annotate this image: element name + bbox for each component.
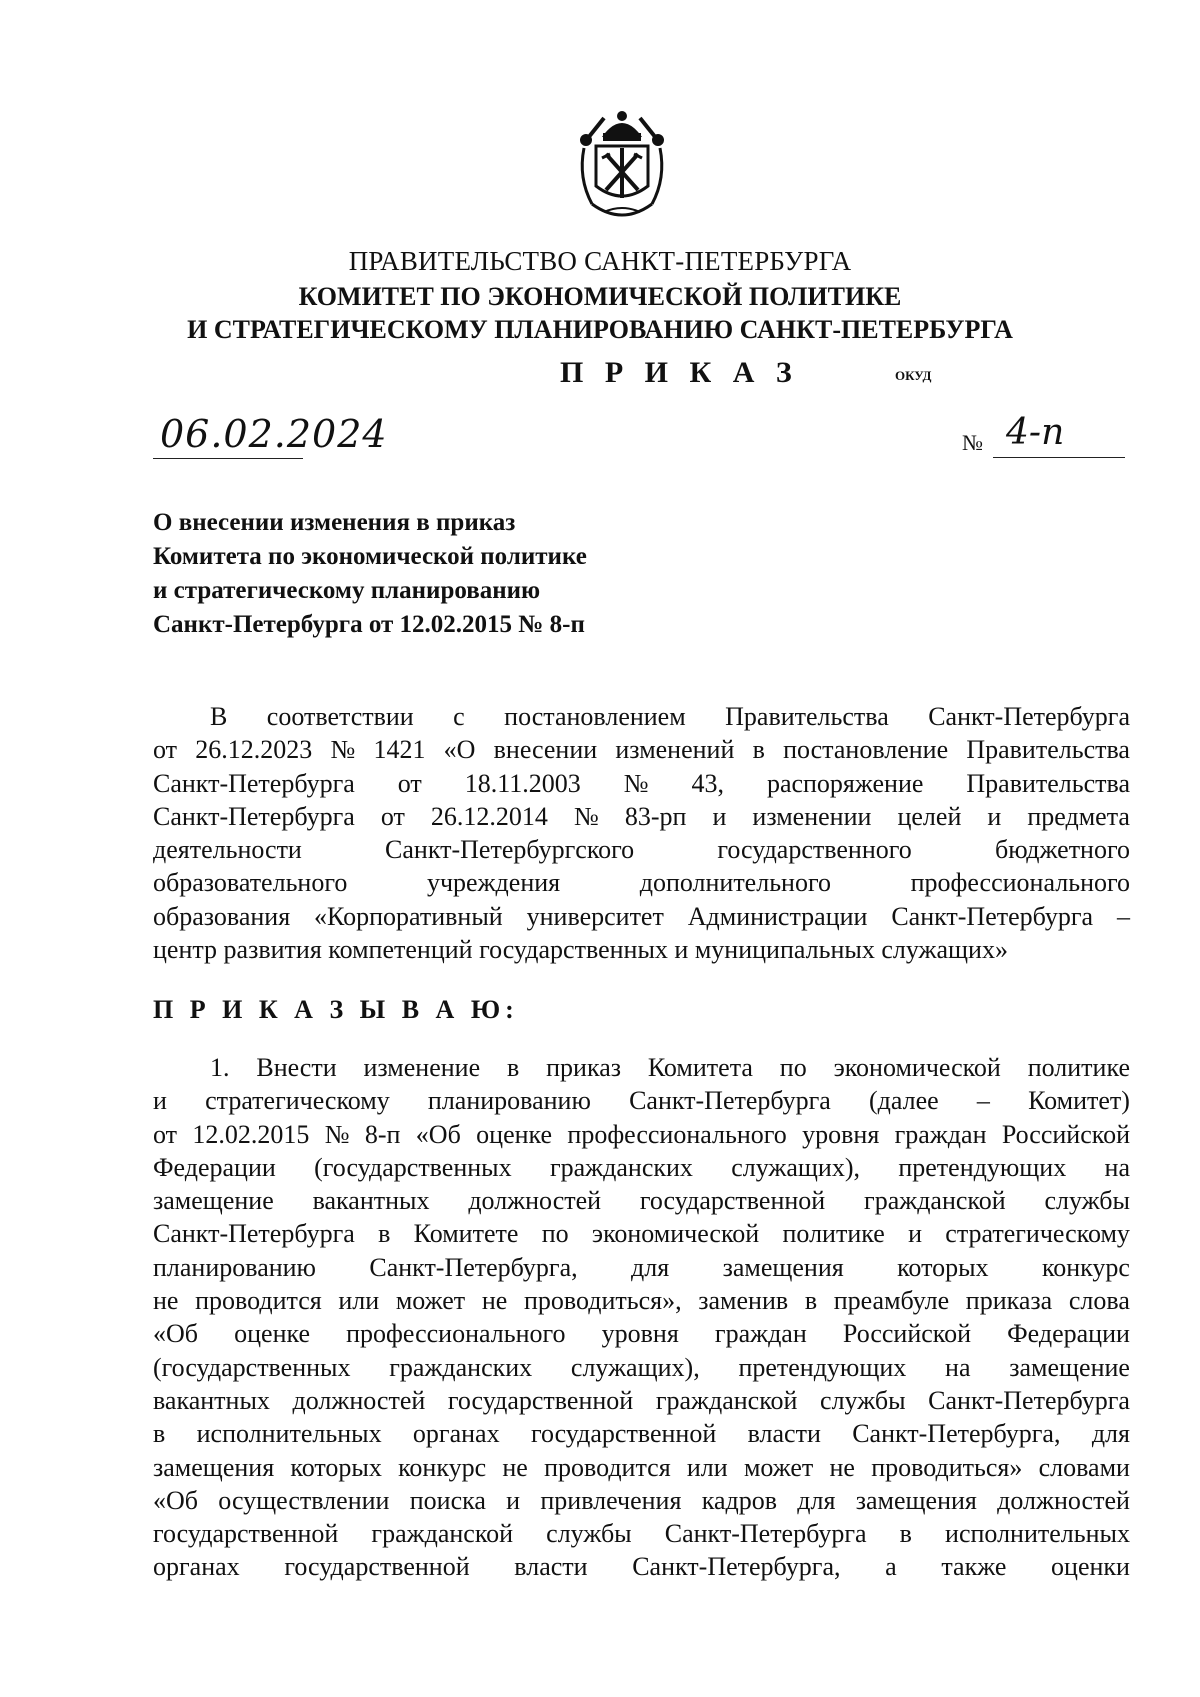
text-line [153,1451,1130,1484]
government-name: ПРАВИТЕЛЬСТВО САНКТ-ПЕТЕРБУРГА [348,246,852,276]
word: проводится [544,1452,671,1482]
word: «Об [153,1485,199,1515]
word: для [1091,1419,1130,1449]
subject-line: Санкт-Петербурга от 12.02.2015 № 8-п [153,611,585,638]
word: Санкт-Петербурга [891,901,1094,931]
word: или [338,1286,380,1316]
word: не [502,1452,528,1482]
word: (государственных [314,1152,512,1182]
text-line [153,1184,1130,1217]
word: конкурс [1041,1252,1130,1282]
text-line [153,1118,1130,1151]
word: а [885,1552,897,1582]
word: или [686,1452,728,1482]
word: от [397,768,422,798]
word: 1. [210,1053,230,1082]
word: граждан [894,1119,987,1149]
word: проводится [195,1286,322,1316]
number-label: № [962,430,983,455]
word: образования [153,901,291,931]
word: в [804,1286,818,1316]
word: 83-рп [624,801,687,831]
word: 26.12.2014 [430,801,548,831]
word: органах [412,1419,500,1449]
word: государственного [717,835,912,865]
word: В [210,702,228,731]
word: замещения [855,1485,977,1515]
word: соответствии [266,702,414,731]
word: и [506,1485,521,1515]
word: № [330,735,356,765]
word: оценке [234,1319,311,1349]
word: 8-п [364,1119,401,1149]
word: постановление [783,735,949,765]
word: проводиться» [871,1452,1023,1482]
item-1-paragraph [153,1051,1130,1584]
word: политике [782,1219,885,1249]
text-line [153,866,1130,899]
word: № [573,801,599,831]
word: на [945,1352,971,1382]
word: службы [1044,1186,1130,1216]
word: дополнительного [639,868,831,898]
word: которых [290,1452,382,1482]
word: и [908,1219,922,1249]
okud-label: ОКУД [895,368,932,383]
word: Федерации [153,1152,276,1182]
word: «О [443,735,476,765]
word: которых [897,1252,989,1282]
word: по [541,1219,569,1249]
word: экономической [833,1053,1001,1082]
word: образовательного [153,868,348,898]
word: стратегическому [945,1219,1130,1249]
word: «Об [415,1119,461,1149]
word: экономической [591,1219,760,1249]
word: Федерации [1007,1319,1130,1349]
text-line [153,800,1130,833]
text-line [153,1351,1130,1384]
word: в [752,735,765,765]
word: распоряжение [766,768,924,798]
word: граждан [714,1319,807,1349]
word: вакантных [312,1186,430,1216]
word: Санкт-Петербургского [385,835,635,865]
word: претендующих [738,1352,907,1382]
word: профессионального [346,1319,566,1349]
word: – [1117,901,1130,931]
word: конкурс [398,1452,487,1482]
word: изменении [752,801,872,831]
word: также [941,1552,1007,1582]
word: Правительства [966,768,1130,798]
word: претендующих [898,1152,1067,1182]
word: не [481,1286,508,1316]
word: оценки [1051,1552,1130,1582]
word: может [395,1286,466,1316]
word: Санкт-Петербурга, [632,1552,841,1582]
number-underline [993,457,1125,458]
word: Санкт-Петербурга, [369,1252,578,1282]
word: оценке [476,1119,553,1149]
word: Российской [1001,1119,1130,1149]
committee-name-line1: КОМИТЕТ ПО ЭКОНОМИЧЕСКОЙ ПОЛИТИКЕ [298,282,902,311]
word: для [631,1252,670,1282]
word: профессионального [910,868,1130,898]
word: Санкт-Петербурга [153,1219,355,1249]
word: должностей [997,1485,1130,1515]
word: служащих), [731,1152,861,1182]
word: профессионального [567,1119,787,1149]
date-underline [153,458,303,459]
word: гражданских [389,1352,533,1382]
word: постановлением [504,702,686,731]
text-line [153,900,1130,933]
preamble-paragraph [153,700,1130,966]
word: в [153,1419,166,1449]
word: осуществлении [218,1485,390,1515]
word: в [899,1519,912,1549]
text-line [153,1550,1130,1583]
word: 26.12.2023 [195,735,313,765]
word: приказ [546,1053,622,1082]
word: поиска [409,1485,486,1515]
word: приказа [965,1286,1053,1316]
word: изменение [363,1053,481,1082]
word: в [506,1053,520,1082]
word: власти [514,1552,588,1582]
word: Санкт-Петербурга [153,801,355,831]
word: Правительства [725,702,889,731]
word: Санкт-Петербурга [153,768,355,798]
word: замещения [153,1452,275,1482]
word: исполнительных [196,1419,382,1449]
text-line [153,1151,1130,1184]
word: замещения [722,1252,844,1282]
word: преамбуле [833,1286,950,1316]
text-line [153,767,1130,800]
word: «Корпоративный [314,901,503,931]
word: должностей [292,1385,426,1415]
word: государственной [284,1552,470,1582]
word: Правительства [966,735,1130,765]
word: кадров [701,1485,777,1515]
word: «Об [153,1319,199,1349]
word: уровня [601,1319,679,1349]
word: стратегическому [205,1086,390,1116]
word: и [153,1086,167,1116]
text-line: центр развития компетенций государственных и муниципальных служащих» [153,935,1008,965]
word: государственной [530,1419,717,1449]
word: Санкт-Петербурга, [852,1419,1061,1449]
text-line [153,1317,1130,1350]
word: проводиться», [523,1286,682,1316]
word: деятельности [153,835,302,865]
word: Российской [842,1319,972,1349]
word: от [153,1119,178,1149]
word: внесении [493,735,598,765]
word: (далее [869,1086,939,1116]
text-line [153,1284,1130,1317]
handwritten-date: 06.02.2024 [160,412,388,456]
orders-heading: П Р И К А З Ы В А Ю: [153,995,519,1024]
word: не [153,1286,179,1316]
word: от [380,801,405,831]
word: бюджетного [994,835,1130,865]
word: вакантных [153,1385,270,1415]
word: изменений [615,735,735,765]
word: (государственных [153,1352,351,1382]
word: по [779,1053,807,1082]
word: не [829,1452,855,1482]
text-line [153,1217,1130,1250]
text-line [153,1084,1130,1117]
word: 12.02.2015 [192,1119,310,1149]
word: на [1104,1152,1130,1182]
text-line [153,1417,1130,1450]
document-type-title: П Р И К А З [560,356,799,389]
word: и [712,801,727,831]
order-subject [153,506,587,642]
word: Санкт-Петербурга [928,702,1130,731]
word: 1421 [373,735,426,765]
word: замещение [153,1186,274,1216]
text-line [153,733,1130,766]
word: от [153,735,178,765]
word: 18.11.2003 [464,768,581,798]
word: Санкт-Петербурга [629,1086,831,1116]
word: целей [897,801,962,831]
word: должностей [468,1186,602,1216]
text-line [153,700,1130,733]
word: службы [546,1519,632,1549]
word: словами [1038,1452,1130,1482]
word: службы [820,1385,906,1415]
word: планированию [153,1252,316,1282]
word: замещение [1009,1352,1130,1382]
subject-line: О внесении изменения в приказ [153,509,516,536]
word: слова [1068,1286,1130,1316]
word: с [453,702,465,731]
word: в [378,1219,391,1249]
word: привлечения [540,1485,682,1515]
word: Комитета [647,1053,753,1082]
word: государственной [639,1186,826,1216]
word: гражданской [864,1186,1006,1216]
word: университет [526,901,664,931]
text-line [153,833,1130,866]
word: государственной [153,1519,339,1549]
coat-of-arms-emblem [574,108,670,226]
text-line [153,1517,1130,1550]
word: предмета [1027,801,1130,831]
word: Комитете [413,1219,519,1249]
word: власти [747,1419,821,1449]
word: № [623,768,649,798]
committee-name-line2: И СТРАТЕГИЧЕСКОМУ ПЛАНИРОВАНИЮ САНКТ-ПЕТЕРБУРГА [187,315,1013,344]
word: гражданской [371,1519,514,1549]
text-line [153,1484,1130,1517]
text-line [153,1051,1130,1084]
word: гражданских [549,1152,693,1182]
word: – [976,1086,990,1116]
word: для [797,1485,836,1515]
word: Администрации [687,901,868,931]
word: планированию [427,1086,591,1116]
text-line [153,1384,1130,1417]
word: исполнительных [945,1519,1130,1549]
word: политике [1027,1053,1130,1082]
subject-line: Комитета по экономической политике [153,543,587,570]
word: органах [153,1552,240,1582]
word: и [987,801,1002,831]
word: учреждения [426,868,561,898]
word: служащих), [570,1352,700,1382]
word: уровня [802,1119,880,1149]
word: Санкт-Петербурга [664,1519,867,1549]
word: заменив [698,1286,789,1316]
word: Внести [256,1053,337,1082]
handwritten-number: 4-п [1006,412,1065,453]
word: № [324,1119,350,1149]
subject-line: и стратегическому планированию [153,577,541,604]
word: государственной [447,1385,634,1415]
word: Санкт-Петербурга [928,1385,1130,1415]
word: Комитет) [1028,1086,1130,1116]
word: 43, [691,768,724,798]
word: может [743,1452,814,1482]
text-line [153,1251,1130,1284]
word: гражданской [655,1385,798,1415]
